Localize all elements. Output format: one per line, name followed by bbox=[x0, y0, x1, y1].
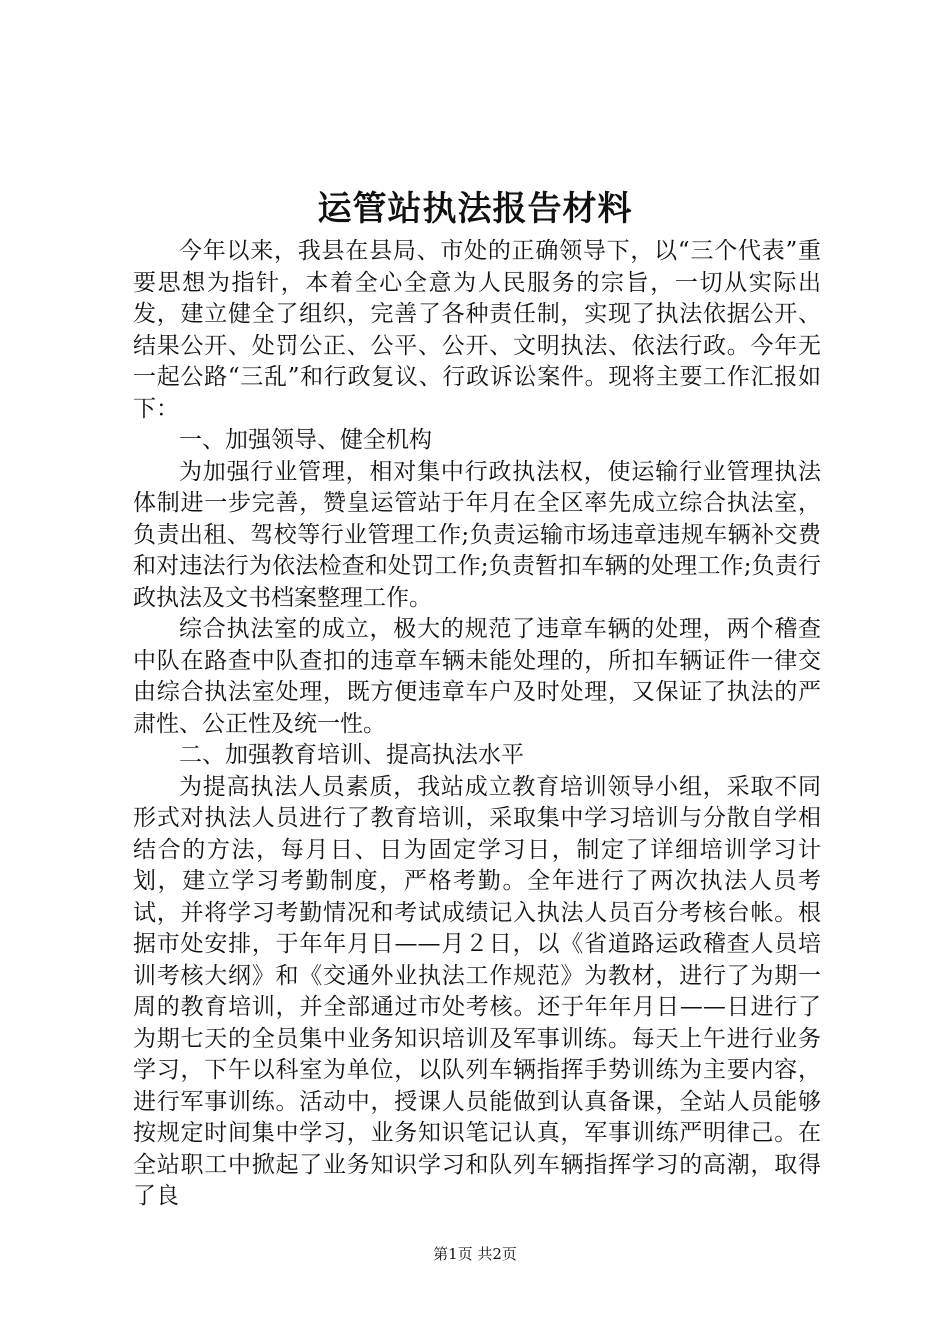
paragraph-intro: 今年以来，我县在县局、市处的正确领导下，以“三个代表”重要思想为指针，本着全心全意为人民服务的宗旨，一切从实际出发，建立健全了组织，完善了各种责任制，实现了执法依据公开、结果公开、处罚公正、公平、公开、文明执法、依法行政。今年无一起公路“三乱”和行政复议、行政诉讼案件。现将主要工作汇报如下： bbox=[133, 238, 821, 422]
paragraph-section-2: 为提高执法人员素质，我站成立教育培训领导小组，采取不同形式对执法人员进行了教育培训，采取集中学习培训与分散自学相结合的方法，每月日、日为固定学习日，制定了详细培训学习计划，建立学习考勤制度，严格考勤。全年进行了两次执法人员考试，并将学习考勤情况和考试成绩记入执法人员百分考核台帐。根据市处安排，于年年月日——月２日，以《省道路运政稽查人员培训考核大纲》和《交通外业执法工作规范》为教材，进行了为期一周的教育培训，并全部通过市处考核。还于年年月日——日进行了为期七天的全员集中业务知识培训及军事训练。每天上午进行业务学习，下午以科室为单位，以队列车辆指挥手势训练为主要内容，进行军事训练。活动中，授课人员能做到认真备课，全站人员能够按规定时间集中学习，业务知识笔记认真，军事训练严明律己。在全站职工中掀起了业务知识学习和队列车辆指挥学习的高潮，取得了良 bbox=[133, 773, 821, 1209]
section-heading-1: 一、加强领导、健全机构 bbox=[179, 427, 432, 453]
paragraph-section-1-detail: 综合执法室的成立，极大的规范了违章车辆的处理，两个稽查中队在路查中队查扣的违章车辆未能处理的，所扣车辆证件一律交由综合执法室处理，既方便违章车户及时处理，又保证了执法的严肃性、公正性及统一性。 bbox=[133, 616, 821, 737]
paragraph-section-1: 为加强行业管理，相对集中行政执法权，使运输行业管理执法体制进一步完善，赞皇运管站于年月在全区率先成立综合执法室，负责出租、驾校等行业管理工作;负责运输市场违章违规车辆补交费和对违法行为依法检查和处罚工作;负责暂扣车辆的处理工作;负责行政执法及文书档案整理工作。 bbox=[133, 458, 821, 611]
document-body bbox=[133, 236, 821, 1213]
section-heading-2: 二、加强教育培训、提高执法水平 bbox=[179, 742, 524, 768]
page-number-footer: 第1页 共2页 bbox=[433, 1245, 517, 1263]
document-title: 运管站执法报告材料 bbox=[317, 189, 633, 229]
